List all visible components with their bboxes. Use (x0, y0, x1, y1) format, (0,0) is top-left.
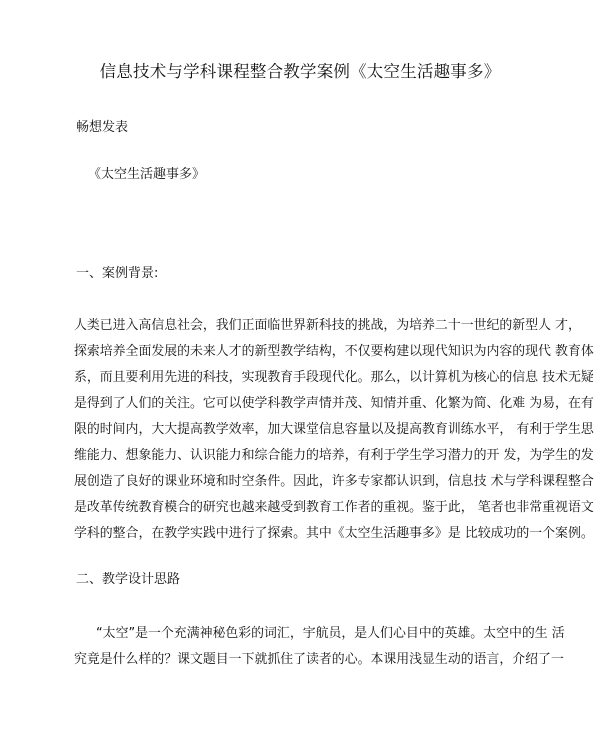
paragraph-line: 学科的整合，在教学实践中进行了探索。其中《太空生活趣事多》是 比较成功的一个案例。 (74, 526, 594, 541)
paragraph-line: 究竟是什么样的？课文题目一下就抓住了读者的心。本课用浅显生动的语言，介绍了一 (74, 652, 564, 667)
paragraph-line: 维能力、想象能力、认识能力和综合能力的培养，有利于学生学习潜力的开 发，为学生的发 (74, 448, 594, 463)
section-heading-design: 二、教学设计思路 (76, 572, 181, 587)
paragraph-design (74, 621, 565, 673)
paragraph-line: “太空”是一个充满神秘色彩的词汇，宇航员，是人们心目中的英雄。太空中的生 活 (96, 626, 565, 641)
subtitle-line: 《太空生活趣事多》 (88, 167, 206, 182)
section-heading-background: 一、案例背景: (76, 266, 159, 281)
paragraph-line: 是改革传统教育模合的研究也越来越受到教育工作者的重视。鉴于此， 笔者也非常重视语文 (74, 500, 594, 515)
paragraph-background (74, 313, 594, 547)
paragraph-line: 是得到了人们的关注。它可以使学科教学声情并茂、知情并重、化繁为简、化难 为易，在有 (74, 396, 594, 411)
author-line: 畅想发表 (76, 120, 129, 135)
paragraph-line: 限的时间内，大大提高教学效率，加大课堂信息容量以及提高教育训练水平， 有利于学生思 (74, 422, 594, 437)
paragraph-line: 探索培养全面发展的未来人才的新型教学结构，不仅要构建以现代知识为内容的现代 教育体 (74, 344, 594, 359)
paragraph-line: 展创造了良好的课业环境和时空条件。因此，许多专家都认识到，信息技 术与学科课程整合 (74, 474, 594, 489)
paragraph-line: 系，而且要利用先进的科技，实现教育手段现代化。那么，以计算机为核心的信息 技术无疑 (74, 370, 594, 385)
paragraph-line: 人类已进入高信息社会，我们正面临世界新科技的挑战，为培养二十一世纪的新型人 才， (74, 318, 581, 333)
document-title: 信息技术与学科课程整合教学案例《太空生活趣事多》 (99, 62, 501, 81)
